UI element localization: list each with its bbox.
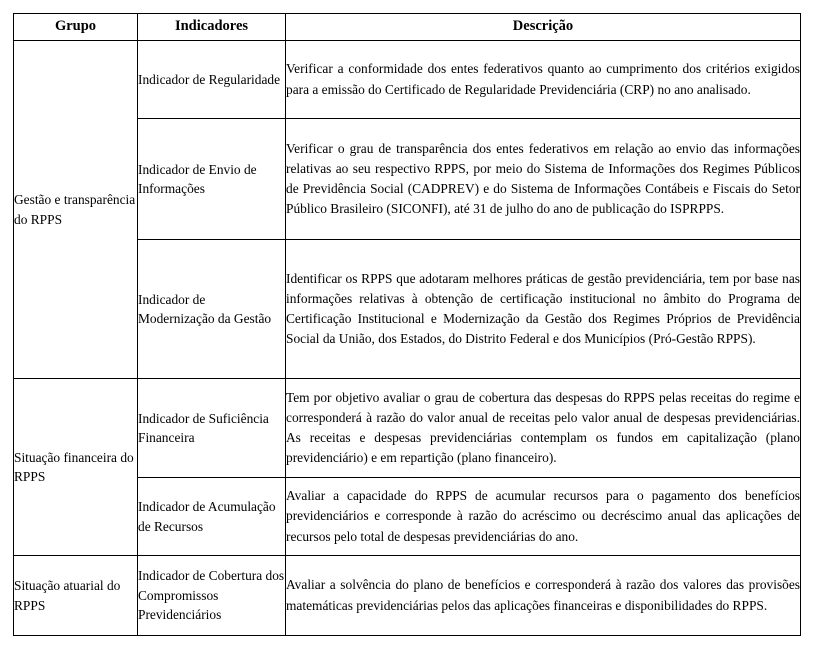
indicator-name-cell: Indicador de Modernização da Gestão xyxy=(138,240,286,379)
table-header xyxy=(14,14,801,41)
group-name-cell: Gestão e transparência do RPPS xyxy=(14,41,138,379)
indicator-description-cell: Verificar o grau de transparência dos entes federativos em relação ao envio das informações relativas ao seu respectivo RPPS, por meio do Sistema de Informações dos Regimes Públicos de Previdência Social (CADPREV) e do Sistema de Informações Contábeis e Fiscais do Setor Público Brasileiro (SICONFI), até 31 de julho do ano de publicação do ISPRPPS. xyxy=(286,119,801,240)
table-row xyxy=(14,556,801,636)
indicator-name-cell: Indicador de Cobertura dos Compromissos Previdenciários xyxy=(138,556,286,636)
indicator-description-cell: Tem por objetivo avaliar o grau de cobertura das despesas do RPPS pelas receitas do regime e corresponderá à razão do valor anual de receitas pelo valor anual de despesas previdenciárias. As receitas e despesas previdenciárias contemplam os fundos em capitalização (plano previdenciário) e em repartição (plano financeiro). xyxy=(286,379,801,478)
column-header-descricao: Descrição xyxy=(286,14,801,41)
indicator-description-cell: Identificar os RPPS que adotaram melhores práticas de gestão previdenciária, tem por base nas informações relativas à obtenção de certificação institucional no âmbito do Programa de Certificação Institucional e Modernização da Gestão dos Regimes Próprios de Previdência Social da União, dos Estados, do Distrito Federal e dos Municípios (Pró-Gestão RPPS). xyxy=(286,240,801,379)
indicator-name-cell: Indicador de Regularidade xyxy=(138,41,286,119)
indicator-description-cell: Avaliar a solvência do plano de benefícios e corresponderá à razão dos valores das provisões matemáticas previdenciárias pelos das aplicações financeiras e disponibilidades do RPPS. xyxy=(286,556,801,636)
table-row xyxy=(14,379,801,478)
table-header-row xyxy=(14,14,801,41)
indicator-name-cell: Indicador de Acumulação de Recursos xyxy=(138,478,286,556)
table-body xyxy=(14,41,801,636)
column-header-grupo: Grupo xyxy=(14,14,138,41)
indicator-name-cell: Indicador de Envio de Informações xyxy=(138,119,286,240)
table-row xyxy=(14,41,801,119)
indicators-table xyxy=(13,13,801,636)
group-name-cell: Situação atuarial do RPPS xyxy=(14,556,138,636)
indicator-name-cell: Indicador de Suficiência Financeira xyxy=(138,379,286,478)
group-name-cell: Situação financeira do RPPS xyxy=(14,379,138,556)
indicator-description-cell: Avaliar a capacidade do RPPS de acumular recursos para o pagamento dos benefícios previdenciários e corresponde à razão do acréscimo ou decréscimo anual das aplicações de recursos pelo total de despesas previdenciárias do ano. xyxy=(286,478,801,556)
column-header-indicadores: Indicadores xyxy=(138,14,286,41)
indicator-description-cell: Verificar a conformidade dos entes federativos quanto ao cumprimento dos critérios exigidos para a emissão do Certificado de Regularidade Previdenciária (CRP) no ano analisado. xyxy=(286,41,801,119)
